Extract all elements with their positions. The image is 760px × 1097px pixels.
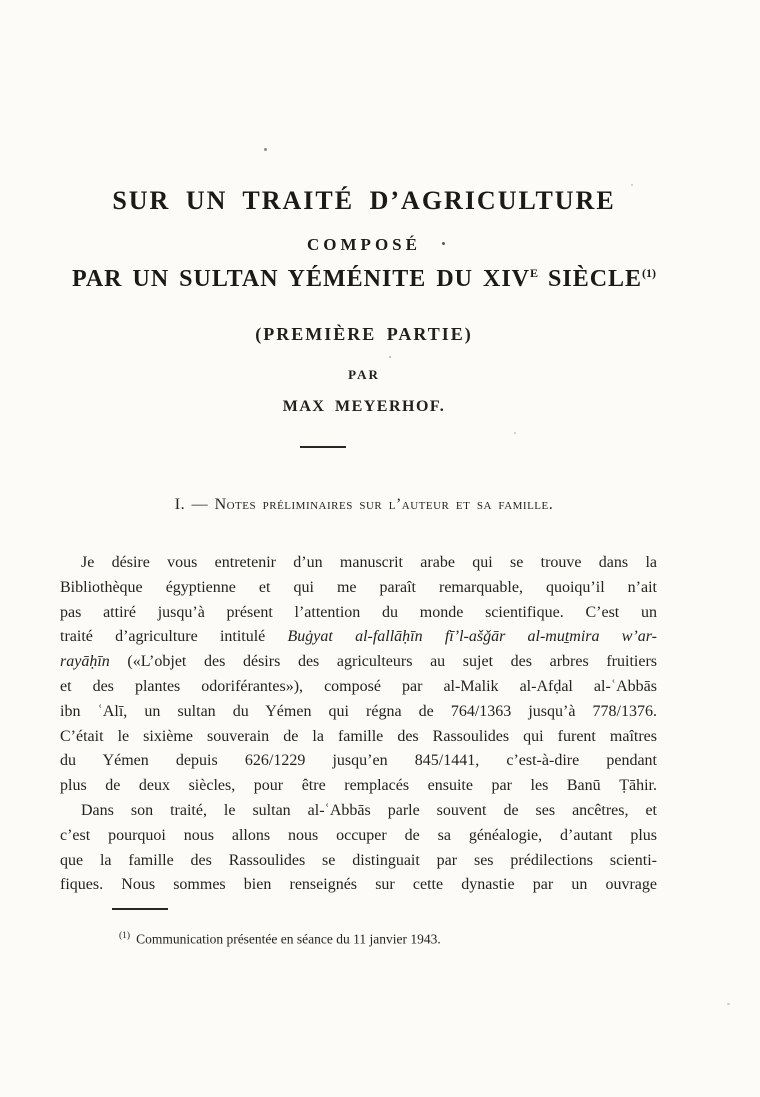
footnote [119,931,679,948]
body-text-segment: Bibliothèque égyptienne et qui me paraît remarquable, quoiqu’il n’ait [60,578,657,596]
scan-speck [631,184,633,186]
body-text-segment: c’est pourquoi nous allons nous occuper de sa généalogie, d’autant plus [60,826,657,844]
body-text-segment: et des plantes odoriférantes»), composé par al-Malik al-Afḍal al-ʿAbbās [60,677,657,695]
body-text [60,551,657,898]
byline-par-label: PAR [348,367,380,382]
body-text-segment: C’était le sixième souverain de la famille des Rassoulides qui furent maîtres [60,727,657,745]
body-line [60,625,657,650]
body-line [60,725,657,750]
body-text-segment: Dans son traité, le sultan al-ʿAbbās parle souvent de ses ancêtres, et [81,801,657,819]
body-line [60,824,657,849]
body-line [60,675,657,700]
body-line [60,749,657,774]
body-line [60,873,657,898]
footnote-separator-rule [112,908,168,910]
scan-speck [514,432,516,434]
scan-speck [727,1003,730,1005]
body-text-segment: du Yémen depuis 626/1229 jusqu’en 845/1441, c’est-à-dire pendant [60,752,657,770]
body-line [60,700,657,725]
body-text-segment: fiques. Nous sommes bien renseignés sur cette dynastie par un ouvrage [60,876,657,894]
body-text-segment: ibn ʿAlī, un sultan du Yémen qui régna de 764/1363 jusqu’à 778/1376. [60,702,657,720]
body-line [60,799,657,824]
body-text-segment: traité d’agriculture intitulé [60,628,288,646]
body-text-segment: («L’objet des désirs des agriculteurs au sujet des arbres fruitiers [109,653,657,671]
body-text-segment: pas attiré jusqu’à présent l’attention du monde scientifique. C’est un [60,603,657,621]
scan-speck [389,356,391,358]
scan-speck [264,148,267,151]
body-line [60,650,657,675]
body-line [60,576,657,601]
body-line [60,774,657,799]
subtitle-part: (PREMIÈRE PARTIE) [255,324,473,344]
footnote-ref: (1) [119,931,131,941]
title-subject-line [58,266,670,293]
section-heading: I. — Notes préliminaires sur l’auteur et sa famille. [174,496,554,513]
author-name: MAX MEYERHOF. [282,398,446,415]
title-compose-label: COMPOSÉ [307,235,421,254]
body-text-segment: Je désire vous entretenir d’un manuscrit arabe qui se trouve dans la [81,554,657,571]
title-subject-text: PAR UN SULTAN YÉMÉNITE DU XIV [71,266,530,292]
footnote-text: Communication présentée en séance du 11 janvier 1943. [136,931,441,947]
scan-speck [442,242,445,245]
title-main: SUR UN TRAITÉ D’AGRICULTURE [112,186,616,215]
body-text-segment: plus de deux siècles, pour être remplacés ensuite par les Banū Ṭāhir. [60,777,657,795]
body-line [60,601,657,626]
century-exponent: E [529,266,538,280]
body-line [60,551,657,576]
arabic-work-title-italic: Buġyat al-fallāḥīn fī’l-ašǧār al-muṯmira w’ar- [287,628,657,646]
body-text-segment: que la famille des Rassoulides se distinguait par ses prédilections scienti- [60,851,657,869]
arabic-work-title-italic: rayāḥīn [60,653,110,671]
ornament-rule [300,446,346,448]
title-subject-text-2: SIÈCLE [538,266,643,292]
body-line [60,849,657,874]
footnote-ref-marker: (1) [642,266,657,280]
